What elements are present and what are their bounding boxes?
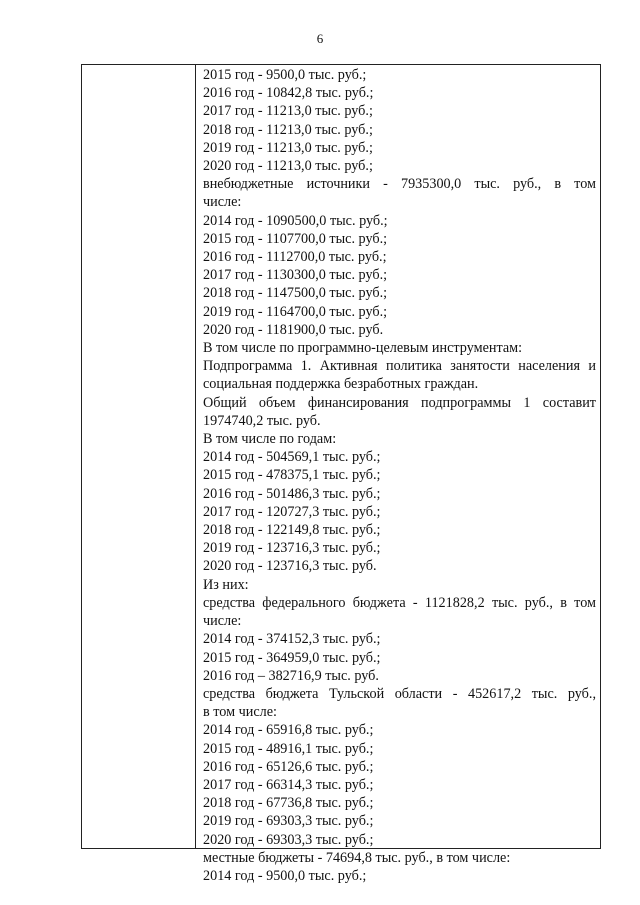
- text-line: 2015 год - 478375,1 тыс. руб.;: [203, 467, 381, 484]
- text-line: 2014 год - 1090500,0 тыс. руб.;: [203, 212, 388, 229]
- text-line: 2014 год - 504569,1 тыс. руб.;: [203, 449, 381, 466]
- text-line: 2016 год – 382716,9 тыс. руб.: [203, 667, 379, 684]
- text-line: социальная поддержка безработных граждан.: [203, 376, 479, 393]
- text-line: 2017 год - 120727,3 тыс. руб.;: [203, 503, 381, 520]
- text-line: В том числе по годам:: [203, 431, 337, 448]
- text-line: 1974740,2 тыс. руб.: [203, 412, 321, 429]
- text-line: 2015 год - 364959,0 тыс. руб.;: [203, 649, 381, 666]
- page-number: 6: [316, 31, 324, 46]
- column-divider: [195, 64, 196, 849]
- text-line: в том числе:: [203, 704, 277, 721]
- text-line: 2015 год - 1107700,0 тыс. руб.;: [203, 230, 388, 247]
- text-line: 2015 год - 48916,1 тыс. руб.;: [203, 740, 374, 757]
- text-line: 2018 год - 1147500,0 тыс. руб.;: [203, 285, 388, 302]
- financing-text-cell: [203, 66, 596, 885]
- text-line: числе:: [203, 613, 242, 630]
- text-line: Подпрограмма 1. Активная политика занятости населения и: [203, 358, 596, 375]
- text-line: 2017 год - 1130300,0 тыс. руб.;: [203, 267, 388, 284]
- text-line: 2014 год - 9500,0 тыс. руб.;: [203, 867, 367, 884]
- text-line: 2020 год - 1181900,0 тыс. руб.: [203, 321, 384, 338]
- text-line: средства федерального бюджета - 1121828,2 тыс. руб., в том: [203, 594, 596, 611]
- text-line: 2016 год - 501486,3 тыс. руб.;: [203, 485, 381, 502]
- text-line: 2016 год - 65126,6 тыс. руб.;: [203, 758, 374, 775]
- text-line: 2020 год - 69303,3 тыс. руб.;: [203, 831, 374, 848]
- text-line: 2016 год - 10842,8 тыс. руб.;: [203, 85, 374, 102]
- text-line: 2014 год - 374152,3 тыс. руб.;: [203, 631, 381, 648]
- text-line: 2018 год - 11213,0 тыс. руб.;: [203, 121, 373, 138]
- text-line: В том числе по программно-целевым инструментам:: [203, 340, 523, 357]
- text-line: 2020 год - 11213,0 тыс. руб.;: [203, 158, 373, 175]
- text-line: 2019 год - 1164700,0 тыс. руб.;: [203, 303, 388, 320]
- text-line: средства бюджета Тульской области - 452617,2 тыс. руб.,: [203, 685, 596, 702]
- text-line: местные бюджеты - 74694,8 тыс. руб., в том числе:: [203, 849, 511, 866]
- text-line: 2017 год - 66314,3 тыс. руб.;: [203, 776, 374, 793]
- text-line: 2018 год - 67736,8 тыс. руб.;: [203, 795, 374, 812]
- text-line: 2015 год - 9500,0 тыс. руб.;: [203, 67, 367, 83]
- text-line: 2019 год - 11213,0 тыс. руб.;: [203, 139, 373, 156]
- text-line: 2019 год - 69303,3 тыс. руб.;: [203, 813, 374, 830]
- text-line: 2018 год - 122149,8 тыс. руб.;: [203, 522, 381, 539]
- text-line: 2020 год - 123716,3 тыс. руб.: [203, 558, 377, 575]
- text-line: внебюджетные источники - 7935300,0 тыс. руб., в том: [203, 176, 596, 193]
- text-line: 2014 год - 65916,8 тыс. руб.;: [203, 722, 374, 739]
- text-line: 2017 год - 11213,0 тыс. руб.;: [203, 103, 373, 120]
- text-line: Из них:: [203, 576, 249, 593]
- text-line: числе:: [203, 194, 242, 211]
- text-line: 2019 год - 123716,3 тыс. руб.;: [203, 540, 381, 557]
- text-line: 2016 год - 1112700,0 тыс. руб.;: [203, 249, 387, 266]
- text-line: Общий объем финансирования подпрограммы 1 составит: [203, 394, 596, 411]
